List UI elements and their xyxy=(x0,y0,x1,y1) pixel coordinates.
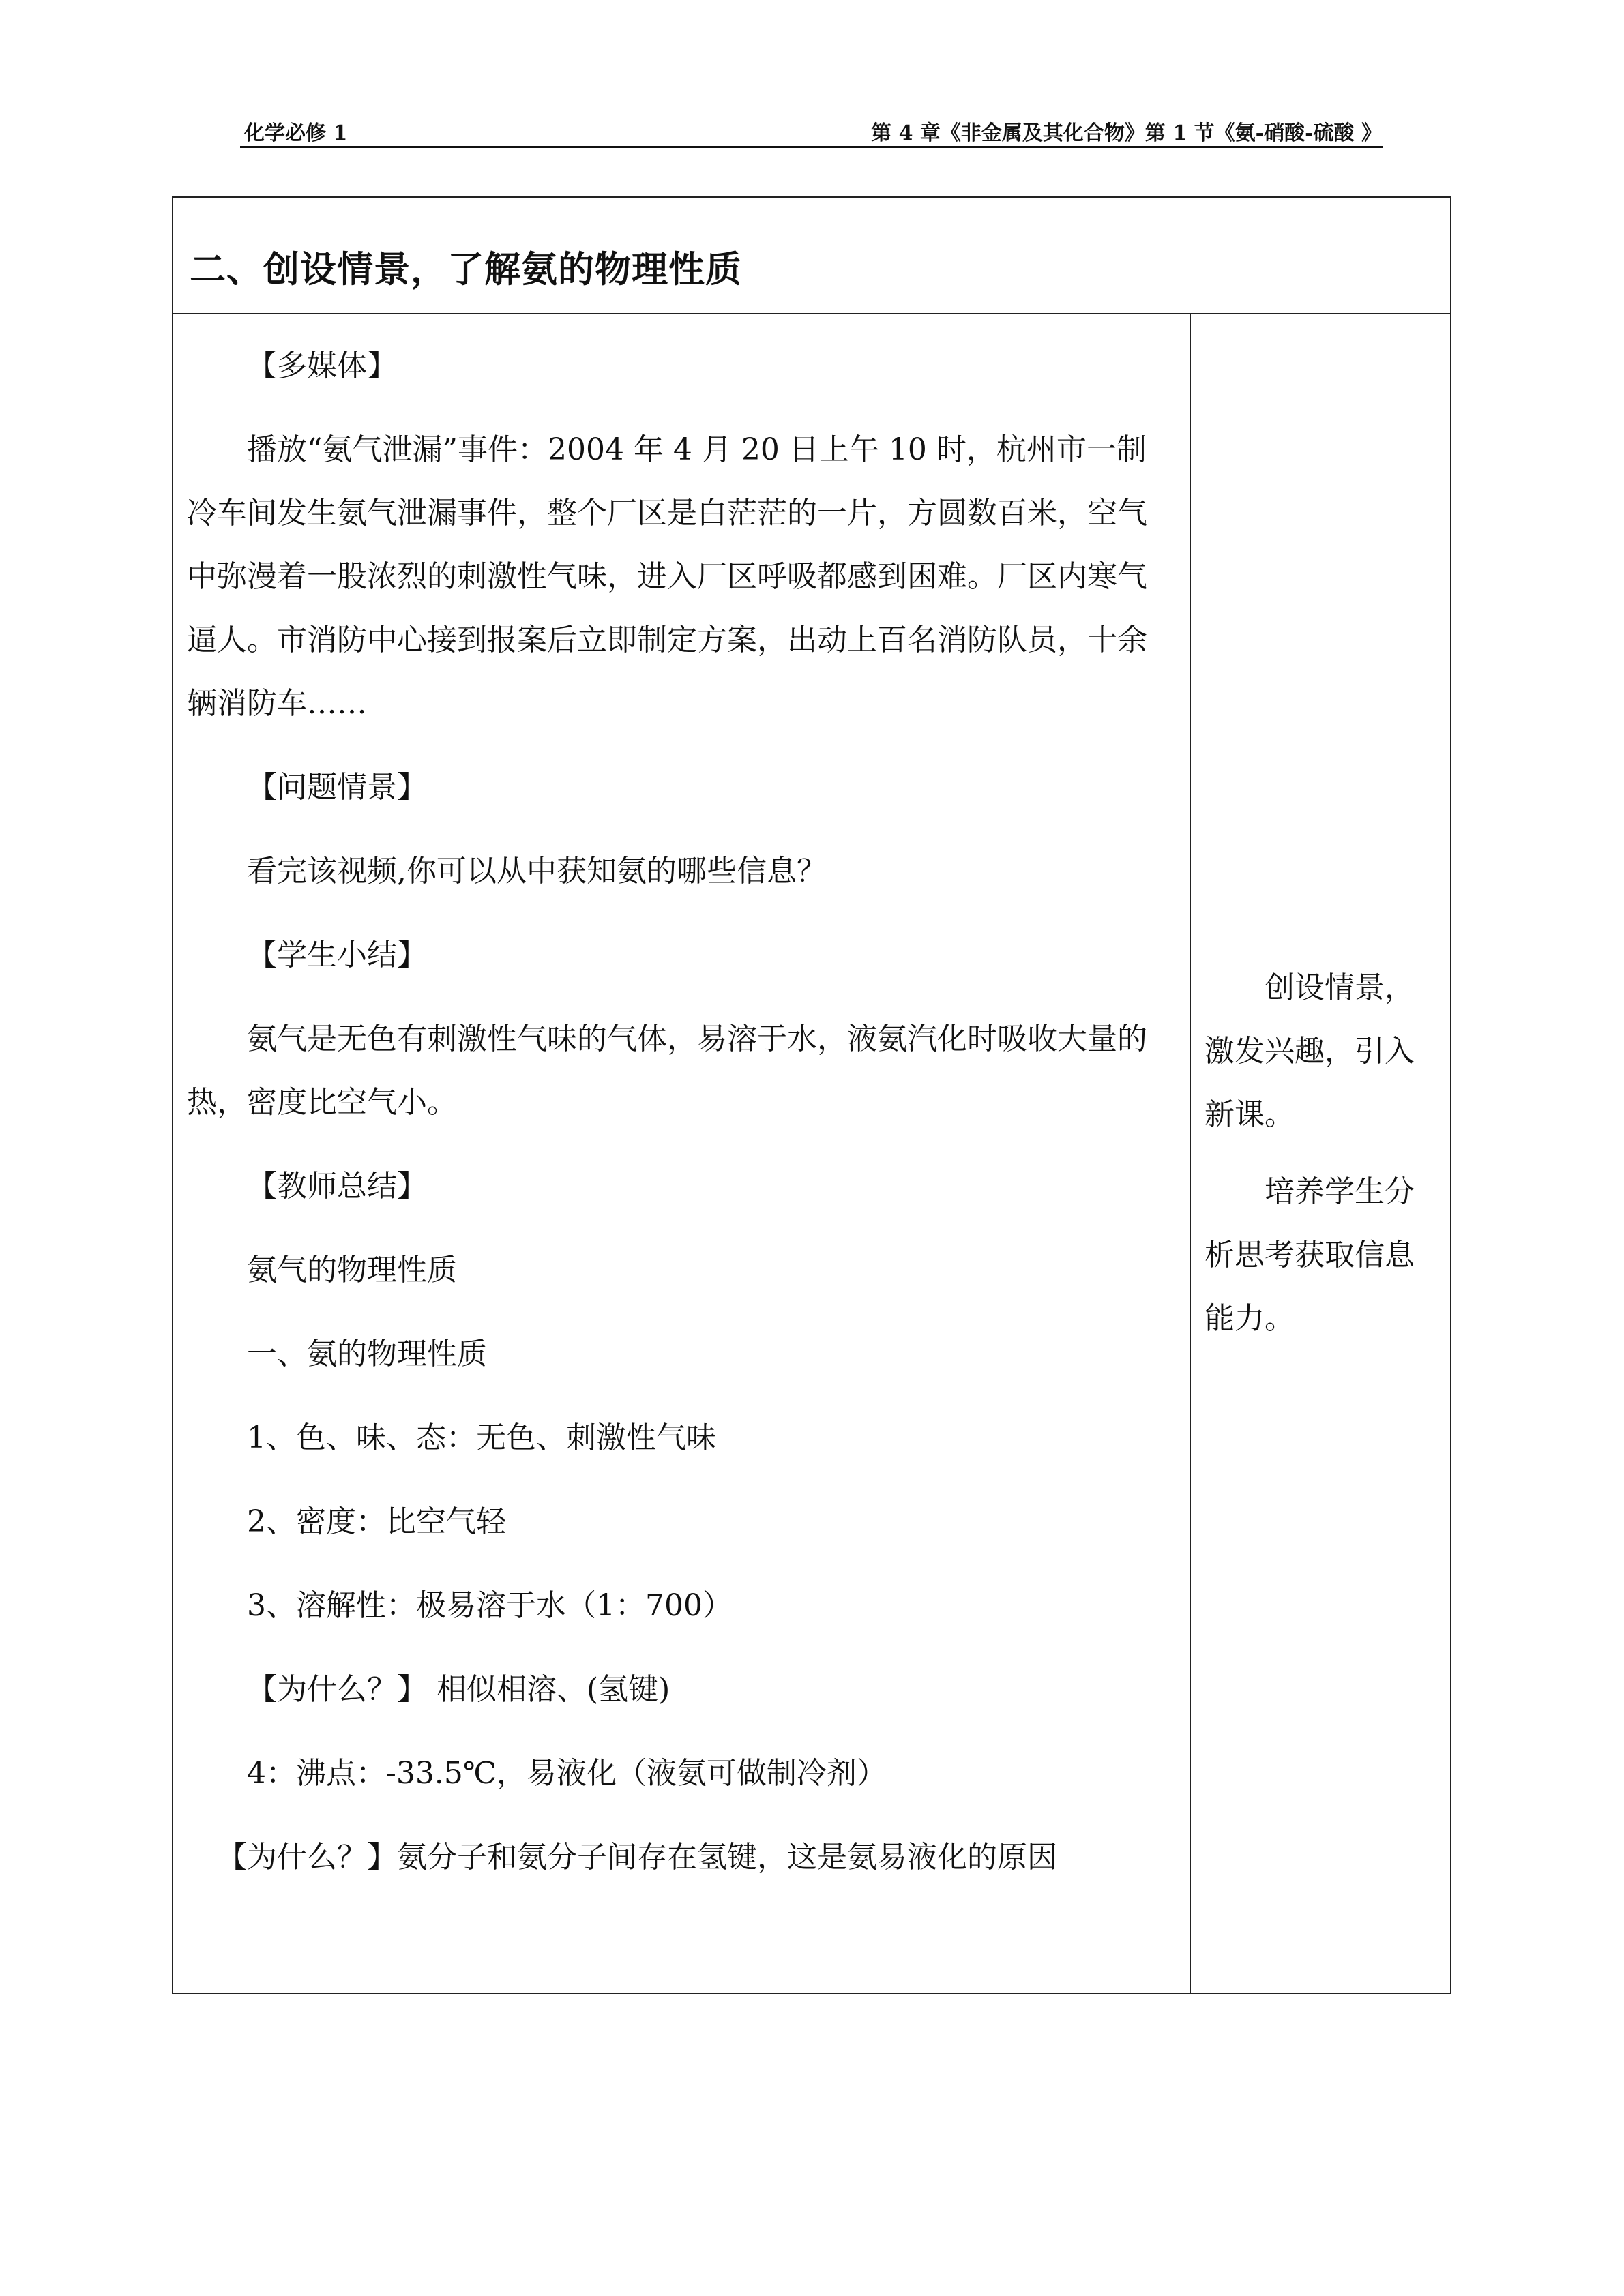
why-text-1: 相似相溶、(氢键) xyxy=(427,1672,670,1707)
teacher-line-2: 一、氨的物理性质 xyxy=(247,1337,487,1371)
multimedia-tag: 【多媒体】 xyxy=(247,348,397,383)
property-item-3: 3、溶解性：极易溶于水（1：700） xyxy=(247,1588,733,1623)
main-content xyxy=(187,334,1176,1889)
property-item-4: 4：沸点：-33.5℃，易液化（液氨可做制冷剂） xyxy=(247,1756,887,1791)
question-text: 看完该视频,你可以从中获知氨的哪些信息？ xyxy=(247,854,827,889)
why-tag-1: 【为什么？】 xyxy=(247,1672,427,1707)
teacher-tag: 【教师总结】 xyxy=(247,1169,427,1204)
why-tag-2: 【为什么？】 xyxy=(217,1840,397,1875)
section-title: 二、创设情景，了解氨的物理性质 xyxy=(190,249,742,290)
why-text-2: 氨分子和氨分子间存在氢键，这是氨易液化的原因 xyxy=(397,1840,1057,1875)
why-line-1 xyxy=(187,1658,1176,1721)
title-row xyxy=(173,198,1450,314)
lesson-table xyxy=(172,196,1451,1994)
teacher-line-1: 氨气的物理性质 xyxy=(247,1253,457,1287)
property-item-1: 1、色、味、态：无色、刺激性气味 xyxy=(247,1420,716,1455)
property-item-2: 2、密度：比空气轻 xyxy=(247,1504,506,1539)
header-left: 化学必修 1 xyxy=(244,121,348,145)
question-tag: 【问题情景】 xyxy=(247,770,427,805)
side-note-1: 创设情景，激发兴趣，引入新课。 xyxy=(1205,970,1415,1132)
student-tag: 【学生小结】 xyxy=(247,938,427,972)
student-text: 氨气是无色有刺激性气味的气体，易溶于水，液氨汽化时吸收大量的热，密度比空气小。 xyxy=(187,1022,1147,1120)
multimedia-text: 播放“氨气泄漏”事件：2004 年 4 月 20 日上午 10 时，杭州市一制冷车间发生氨气泄漏事件，整个厂区是白茫茫的一片，方圆数百米，空气中弥漫着一股浓烈的刺激性气味，进入厂区呼吸都感到困难。厂区内寒气逼人。市消防中心接到报案后立即制定方案，出动上百名消防队员，十余辆消防车…… xyxy=(187,432,1147,721)
side-note-2: 培养学生分析思考获取信息能力。 xyxy=(1205,1174,1415,1336)
column-divider xyxy=(1190,314,1191,1993)
why-line-2 xyxy=(187,1825,1176,1889)
header-rule xyxy=(240,146,1383,148)
side-notes xyxy=(1205,956,1441,1350)
header-right: 第 4 章《非金属及其化合物》第 1 节《氨-硝酸-硫酸 》 xyxy=(871,121,1382,145)
